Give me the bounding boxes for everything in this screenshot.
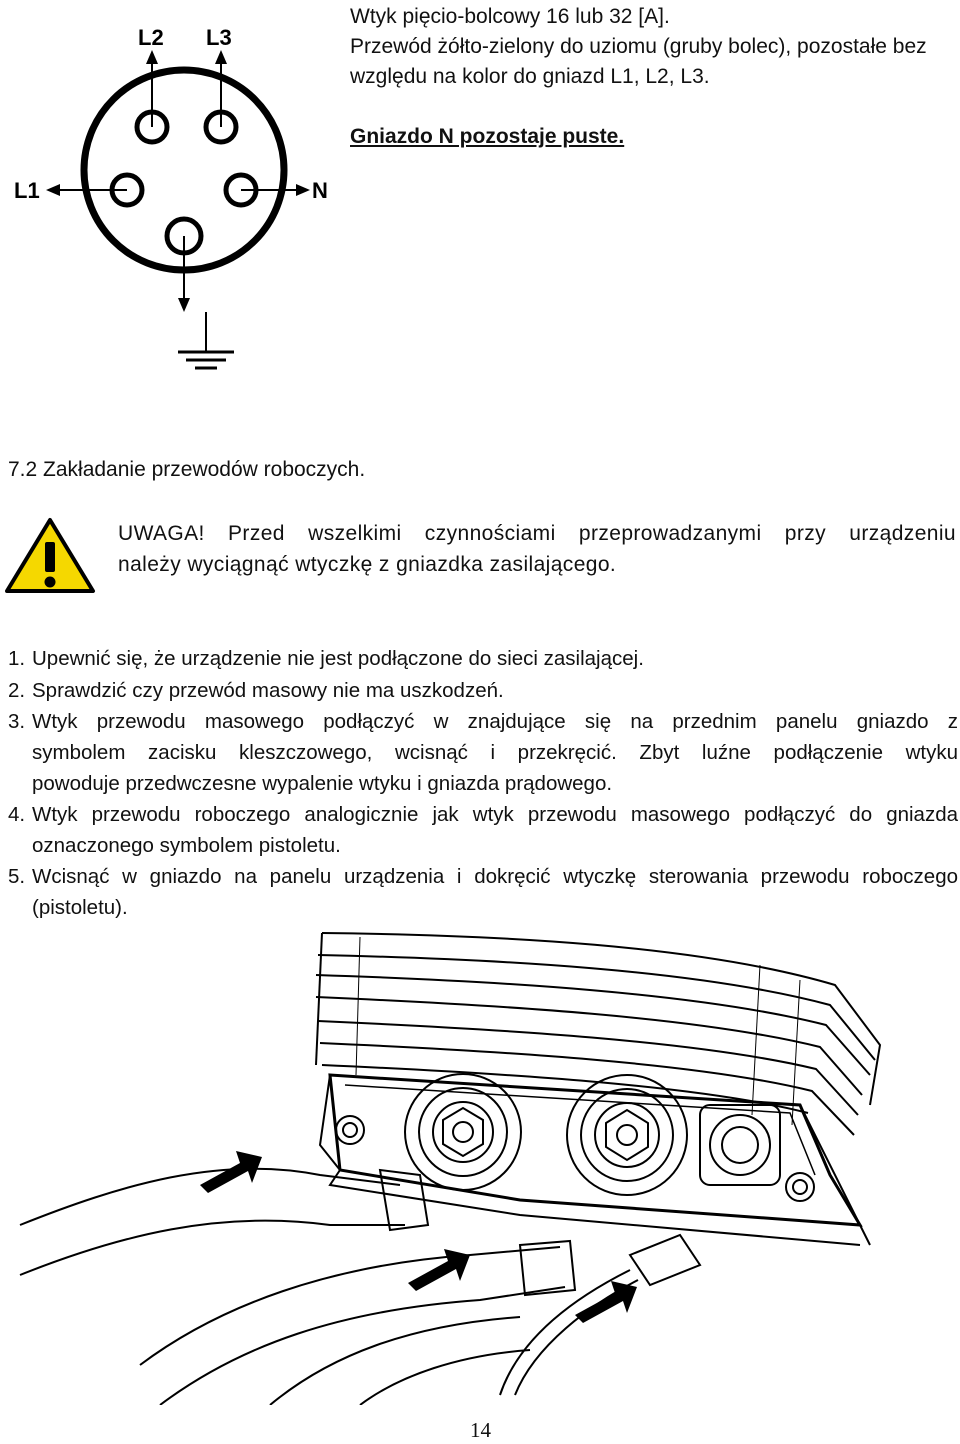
list-item <box>8 675 958 706</box>
five-pin-plug-diagram <box>0 0 340 380</box>
warning-triangle-icon <box>4 516 96 594</box>
welder-front-panel-illustration <box>0 925 960 1405</box>
plug-description-line: względu na kolor do gniazd L1, L2, L3. <box>350 65 710 88</box>
page-number: 14 <box>470 1418 491 1442</box>
step-text: powoduje przedwczesne wypalenie wtyku i gniazda prądowego. <box>32 772 613 795</box>
warning-text-line: UWAGA! Przed wszelkimi czynnościami przeprowadzanymi przy urządzeniu <box>118 522 956 545</box>
step-number: 2. <box>8 679 26 702</box>
neutral-note: Gniazdo N pozostaje puste. <box>350 125 625 148</box>
step-text: Wtyk przewodu roboczego analogicznie jak wtyk przewodu masowego podłączyć do gniazda <box>32 803 958 826</box>
step-text: (pistoletu). <box>32 896 128 919</box>
label-n: N <box>312 178 328 203</box>
list-item <box>8 643 958 674</box>
step-number: 5. <box>8 865 26 888</box>
plug-description <box>350 2 955 92</box>
step-text: Upewnić się, że urządzenie nie jest podłączone do sieci zasilającej. <box>32 647 644 670</box>
step-text: Wtyk przewodu masowego podłączyć w znajdujące się na przednim panelu gniazdo z <box>32 710 958 733</box>
label-l1: L1 <box>14 178 40 203</box>
plug-description-line: Przewód żółto-zielony do uziomu (gruby bolec), pozostałe bez <box>350 35 927 58</box>
list-item <box>8 706 958 799</box>
step-number: 3. <box>8 710 26 733</box>
step-text: Sprawdzić czy przewód masowy nie ma uszkodzeń. <box>32 679 504 702</box>
step-number: 4. <box>8 803 26 826</box>
list-item <box>8 861 958 923</box>
list-item <box>8 799 958 861</box>
step-text: oznaczonego symbolem pistoletu. <box>32 834 341 857</box>
label-l3: L3 <box>206 25 232 50</box>
step-number: 1. <box>8 647 26 670</box>
label-l2: L2 <box>138 25 164 50</box>
section-heading: 7.2 Zakładanie przewodów roboczych. <box>8 458 366 481</box>
step-text: Wcisnąć w gniazdo na panelu urządzenia i dokręcić wtyczkę sterowania przewodu roboczego <box>32 865 958 888</box>
warning-text-line: należy wyciągnąć wtyczkę z gniazdka zasilającego. <box>118 553 617 576</box>
step-text: symbolem zacisku kleszczowego, wcisnąć i przekręcić. Zbyt luźne podłączenie wtyku <box>32 741 958 764</box>
plug-description-line: Wtyk pięcio-bolcowy 16 lub 32 [A]. <box>350 5 670 28</box>
